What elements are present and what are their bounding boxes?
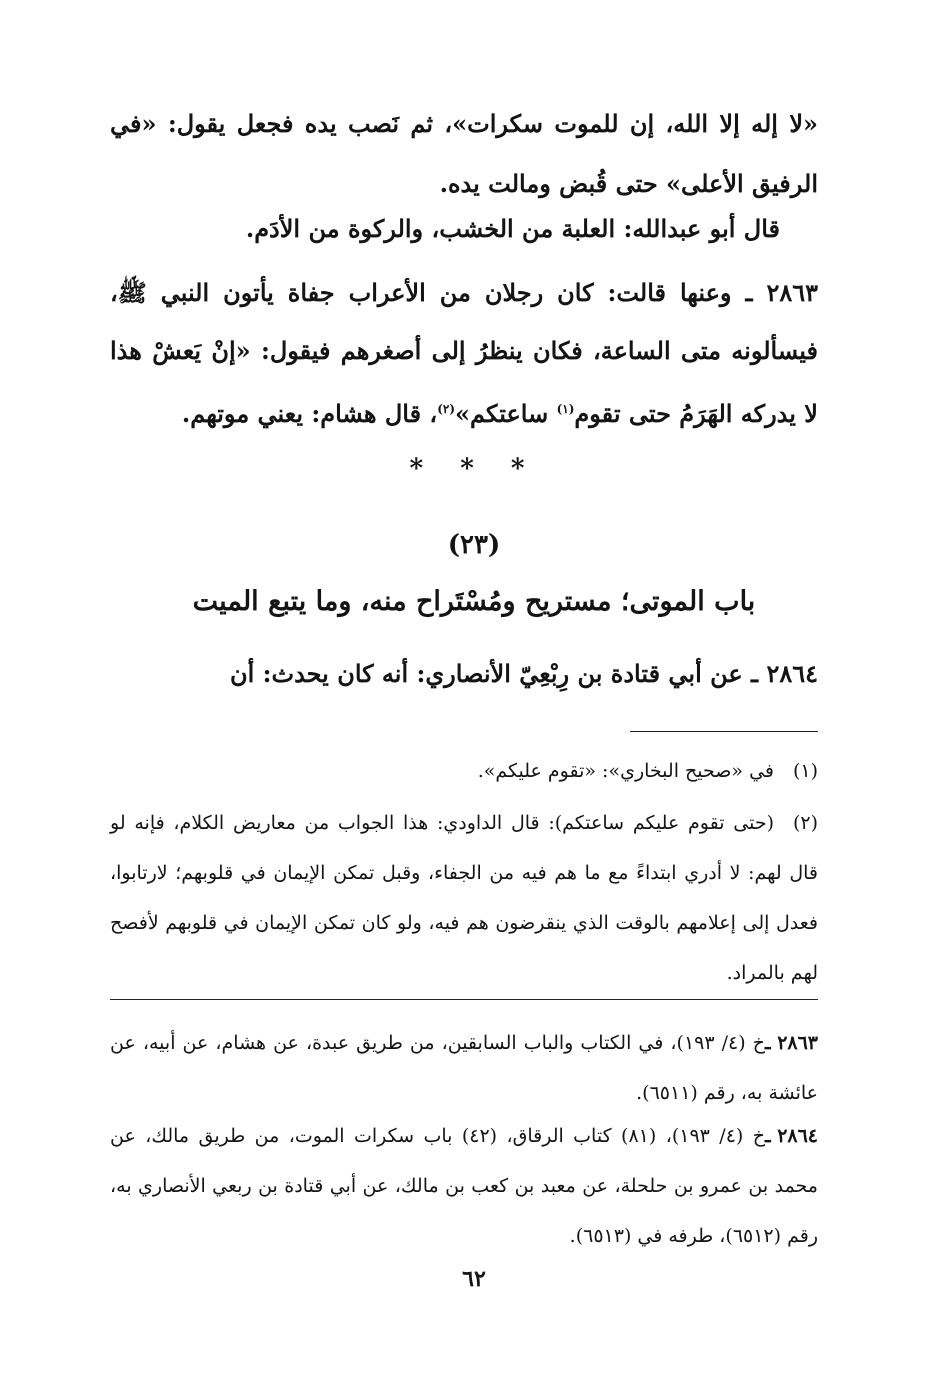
paragraph-hadith-2864: ٢٨٦٤ ـ عن أبي قتادة بن رِبْعِيّ الأنصاري: أنه كان يحدث: أن xyxy=(229,659,818,688)
paragraph-hadith-ending: «لا إله إلا الله، إن للموت سكرات»، ثم نَصب يده فجعل يقول: «في الرفيق الأعلى» حتى قُبض ومالت يده. xyxy=(110,109,818,198)
footnote-ref-2[interactable]: (٢) xyxy=(437,402,456,416)
hadith-2863-text-start: ٢٨٦٣ ـ وعنها قالت: كان رجلان من الأعراب جفاة يأتون النبي ﷺ، فيسألونه متى الساعة، فكان ينظرُ إلى أصغرهم فيقول: «إنْ يَعشْ هذا لا يدركه الهَرَمُ حتى تقوم xyxy=(110,278,819,428)
chapter-title: باب الموتى؛ مستريح ومُسْتَراح منه، وما يتبع الميت xyxy=(192,586,756,617)
references-divider xyxy=(110,999,818,1000)
page-number: ٦٢ xyxy=(462,1266,486,1292)
reference-2863-text: خ (٤/ ١٩٣)، في الكتاب والباب السابقين، من طريق عبدة، عن هشام، عن أبيه، عن عائشة به، رقم (٦٥١١). xyxy=(110,1032,818,1104)
hadith-2863-text-end: ، قال هشام: يعني موتهم. xyxy=(181,399,438,428)
footnote-2-mark: (٢) xyxy=(792,812,818,834)
reference-2863-number: ٢٨٦٣ ـ xyxy=(765,1032,819,1054)
footnote-1 xyxy=(110,746,818,796)
chapter-number: (٢٣) xyxy=(447,530,501,560)
paragraph-hadith-2863 xyxy=(110,264,818,443)
footnote-divider xyxy=(630,731,818,732)
footnote-1-text: في «صحيح البخاري»: «تقوم عليكم». xyxy=(477,760,774,782)
footnote-2 xyxy=(110,798,818,998)
reference-2864 xyxy=(110,1111,818,1261)
reference-2864-text: خ (٤/ ١٩٣)، (٨١) كتاب الرقاق، (٤٢) باب سكرات الموت، من طريق مالك، عن محمد بن عمرو بن حلحلة، عن معبد بن كعب بن مالك، عن أبي قتادة بن ربعي الأنصاري به، رقم (٦٥١٢)، طرفه في (٦٥١٣). xyxy=(110,1125,818,1247)
hadith-2863-text-middle: ساعتكم» xyxy=(455,399,557,428)
reference-2863 xyxy=(110,1018,818,1118)
paragraph-abu-abdullah-note: قال أبو عبدالله: العلبة من الخشب، والركوة من الأدَم. xyxy=(245,214,780,243)
footnote-1-mark: (١) xyxy=(792,760,818,782)
reference-2864-number: ٢٨٦٤ ـ xyxy=(765,1125,819,1147)
footnote-ref-1[interactable]: (١) xyxy=(556,402,575,416)
section-separator: * * * xyxy=(409,454,539,484)
footnote-2-text: (حتى تقوم عليكم ساعتكم): قال الداودي: هذا الجواب من معاريض الكلام، فإنه لو قال لهم: لا أدري ابتداءً مع ما هم فيه من الجفاء، وقبل تمكن الإيمان في قلوبهم؛ لارتابوا، فعدل إلى إعلامهم بالوقت الذي ينقرضون هم فيه، ولو كان تمكن الإيمان في قلوبهم لأفصح لهم بالمراد. xyxy=(110,812,818,984)
